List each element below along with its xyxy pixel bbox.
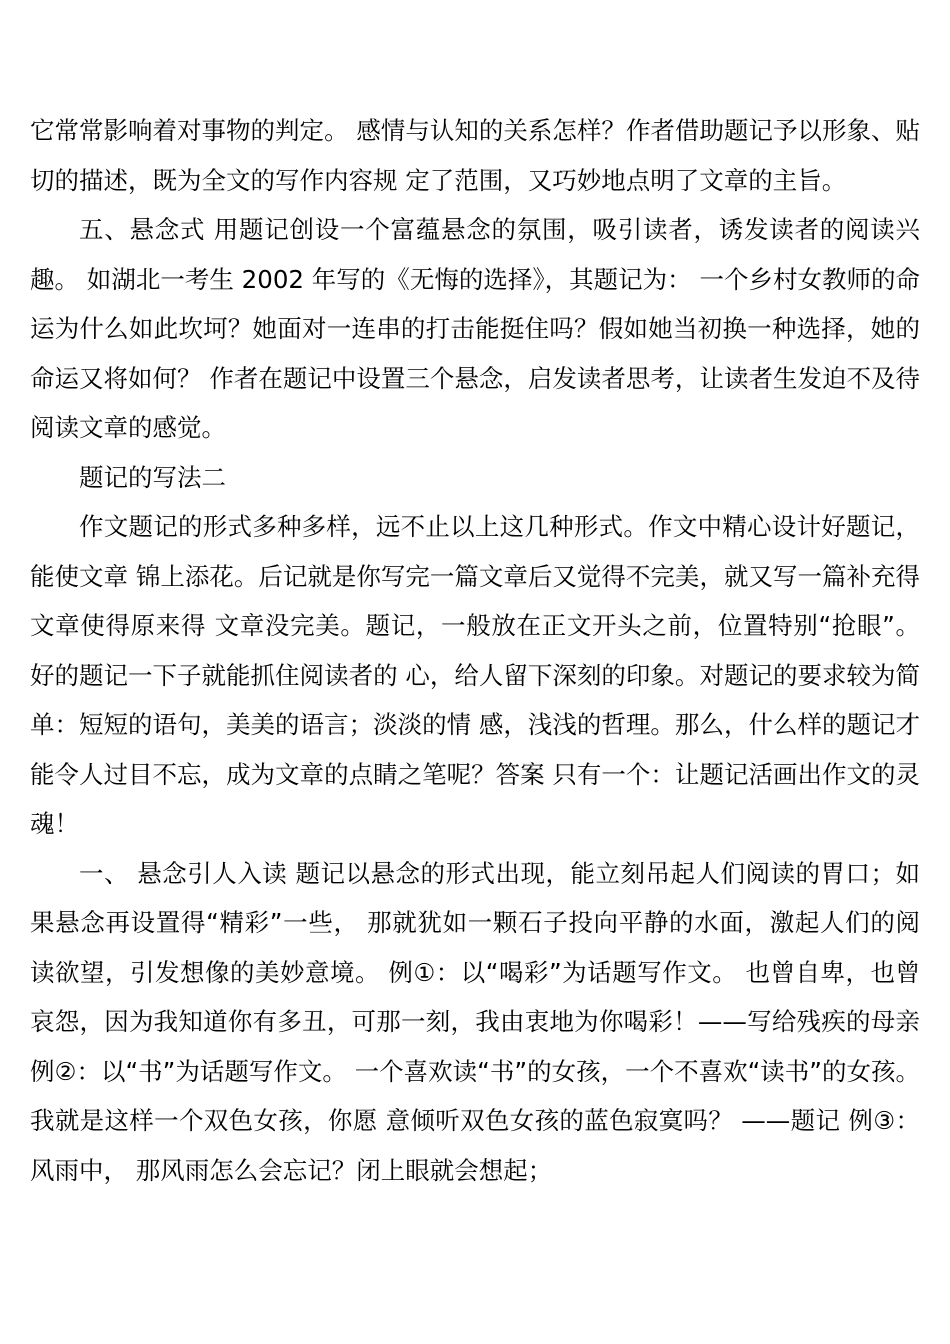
paragraph-suspense-style: 五、悬念式 用题记创设一个富蕴悬念的氛围，吸引读者，诱发读者的阅读兴趣。 如湖北一考生 2002 年写的《无悔的选择》，其题记为： 一个乡村女教师的命运为什么如此坎坷？她面对一连串的打击能挺住吗？假如她当初换一种选择，她的命运又将如何？ 作者在题记中设置三个悬念，启发读者思考，让读者生发迫不及待阅读文章的感觉。 — [30, 215, 920, 442]
paragraph-continuation: 它常常影响着对事物的判定。 感情与认知的关系怎样？作者借助题记予以形象、贴切的描述，既为全文的写作内容规 定了范围，又巧妙地点明了文章的主旨。 — [30, 116, 920, 195]
section-heading: 题记的写法二 — [79, 462, 226, 492]
paragraph-suspense-examples: 一、 悬念引人入读 题记以悬念的形式出现，能立刻吊起人们阅读的胃口；如果悬念再设置得“精彩”一些， 那就犹如一颗石子投向平静的水面，激起人们的阅读欲望，引发想像的美妙意境。 例①：以“喝彩”为话题写作文。 也曾自卑，也曾哀怨，因为我知道你有多丑，可那一刻，我由衷地为你喝彩！——写给残疾的母亲 例②：以“书”为话题写作文。 一个喜欢读“书”的女孩，一个不喜欢“读书”的女孩。我就是这样一个双色女孩，你愿 意倾听双色女孩的蓝色寂寞吗？ ——题记 例③：风雨中， 那风雨怎么会忘记？闭上眼就会想起； — [30, 858, 920, 1185]
paragraph-intro: 作文题记的形式多种多样，远不止以上这几种形式。作文中精心设计好题记，能使文章 锦上添花。后记就是你写完一篇文章后又觉得不完美，就又写一篇补充得文章使得原来得 文章没完美。题记，一般放在正文开头之前，位置特别“抢眼”。好的题记一下子就能抓住阅读者的 心，给人留下深刻的印象。对题记的要求较为简单：短短的语句，美美的语言；淡淡的情 感，浅浅的哲理。那么，什么样的题记才能令人过目不忘，成为文章的点睛之笔呢？答案 只有一个：让题记活画出作文的灵魂！ — [30, 512, 920, 838]
document-body — [30, 106, 920, 1195]
